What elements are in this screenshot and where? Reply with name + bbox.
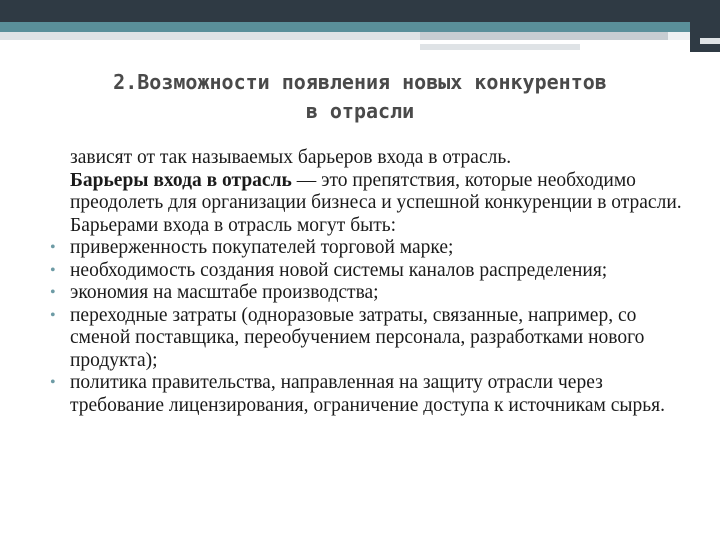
header-corner-block <box>690 0 720 52</box>
slide-body <box>50 147 690 417</box>
list-item <box>50 260 690 283</box>
header-strip <box>700 38 720 44</box>
list-item <box>50 305 690 373</box>
intro-paragraph <box>50 147 690 237</box>
slide-title <box>20 68 700 126</box>
slide-header-bar <box>0 0 720 22</box>
header-strip <box>0 32 420 40</box>
list-item <box>50 282 690 305</box>
bullet-icon: • <box>50 306 56 324</box>
bullet-icon: • <box>50 374 56 391</box>
list-item <box>50 237 690 260</box>
list-item-text: необходимость создания новой системы каналов распределения; <box>70 259 608 281</box>
header-strip <box>420 44 580 50</box>
bullet-icon: • <box>50 261 56 279</box>
list-item-text: экономия на масштабе производства; <box>70 282 379 303</box>
bullet-icon: • <box>50 284 56 301</box>
intro-text-1: зависят от так называемых барьеров входа в отрасль. <box>70 147 512 168</box>
header-strip <box>668 32 690 40</box>
intro-text-2: — это препятствия, которые необходимо преодолеть для организации бизнеса и успешной конкуренции в отрасли. Барьерами входа в отрасль могут быть: <box>70 169 682 236</box>
list-item-text: политика правительства, направленная на защиту отрасли через требование лицензирования, ограничение доступа к источникам сырья. <box>70 372 665 416</box>
bullet-list <box>50 237 690 417</box>
list-item <box>50 372 690 417</box>
slide-title-line2: в отрасли <box>305 99 415 123</box>
intro-bold-term: Барьеры входа в отрасль <box>70 169 292 191</box>
header-accent-stripe <box>0 22 690 32</box>
bullet-icon: • <box>50 239 56 256</box>
header-strip <box>420 32 668 40</box>
slide-title-line1: 2.Возможности появления новых конкурентов <box>113 70 607 94</box>
list-item-text: приверженность покупателей торговой марке; <box>70 237 454 258</box>
list-item-text: переходные затраты (одноразовые затраты, связанные, например, со сменой поставщика, переобучением персонала, разработками нового продукта); <box>70 304 645 371</box>
